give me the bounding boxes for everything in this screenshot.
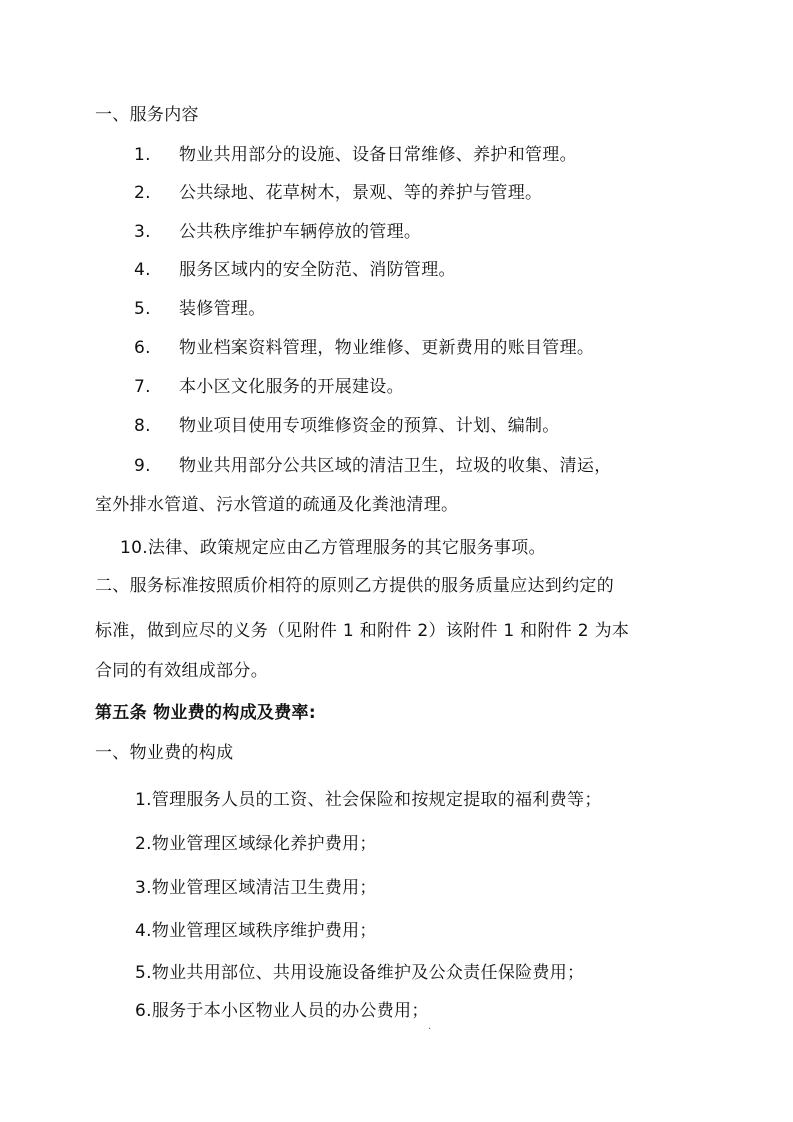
service-item-number: 1. [134,145,151,165]
service-item-9-continuation: 室外排水管道、污水管道的疏通及化粪池清理。 [95,495,459,515]
service-item-4 [134,259,456,281]
service-item-number: 9. [134,456,151,476]
service-item-7 [134,376,404,398]
service-item-text: 物业共用部分的设施、设备日常维修、养护和管理。 [179,145,577,165]
service-item-text: 本小区文化服务的开展建设。 [179,377,404,397]
scan-speck: · [428,1024,432,1035]
service-item-6 [134,337,594,359]
service-item-number: 8. [134,416,151,436]
service-item-2 [134,182,542,204]
service-item-9 [134,455,612,477]
service-item-text: 物业共用部分公共区域的清洁卫生，垃圾的收集、清运， [179,456,612,476]
service-item-number: 7. [134,377,151,397]
service-item-text: 公共秩序维护车辆停放的管理。 [179,222,422,242]
service-item-number: 5. [134,299,151,319]
fee-composition-heading: 一、物业费的构成 [95,743,234,763]
service-item-5 [134,298,266,320]
service-item-text: 装修管理。 [179,299,266,319]
service-item-number: 2. [134,183,151,203]
fee-item-3: 3.物业管理区域清洁卫生费用； [135,878,377,898]
service-item-number: 4. [134,260,151,280]
fee-item-5: 5.物业共用部位、共用设施设备维护及公众责任保险费用； [135,963,585,983]
service-item-text: 物业档案资料管理，物业维修、更新费用的账目管理。 [179,338,595,358]
service-item-8 [134,415,560,437]
service-item-text: 公共绿地、花草树木，景观、等的养护与管理。 [179,183,543,203]
fee-item-6: 6.服务于本小区物业人员的办公费用； [135,1001,429,1021]
article5-heading: 第五条 物业费的构成及费率: [95,703,316,723]
service-item-3 [134,221,421,243]
service-item-text: 物业项目使用专项维修资金的预算、计划、编制。 [179,416,560,436]
fee-item-4: 4.物业管理区域秩序维护费用； [135,921,377,941]
fee-item-1: 1.管理服务人员的工资、社会保险和按规定提取的福利费等； [135,790,602,810]
fee-item-2: 2.物业管理区域绿化养护费用； [135,834,377,854]
section2-line-1: 二、服务标准按照质价相符的原则乙方提供的服务质量应达到约定的 [95,576,614,596]
service-item-1 [134,144,577,166]
service-item-text: 服务区域内的安全防范、消防管理。 [179,260,456,280]
service-item-number: 3. [134,222,151,242]
section2-line-2: 标准，做到应尽的义务（见附件 1 和附件 2）该附件 1 和附件 2 为本 [95,621,630,641]
section2-line-3: 合同的有效组成部分。 [95,661,268,681]
service-item-10: 10.法律、政策规定应由乙方管理服务的其它服务事项。 [120,538,546,558]
section-heading-service-content: 一、服务内容 [95,105,199,125]
service-item-number: 6. [134,338,151,358]
